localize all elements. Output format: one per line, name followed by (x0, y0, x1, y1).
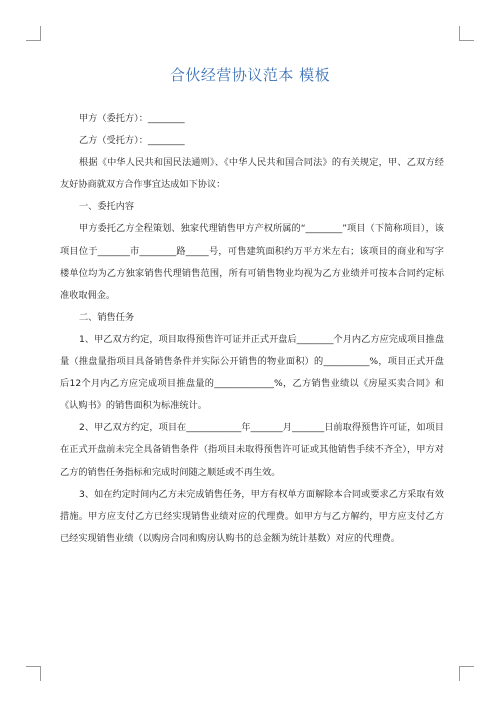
crop-mark-bottom-right (459, 666, 474, 681)
document-title: 合伙经营协议范本 模板 (169, 66, 331, 84)
section-2-paragraph-1: 1、甲乙双方约定，项目取得预售许可证并正式开盘后________个月内乙方应完成项目推盘量（推盘量指项目具备销售条件并实际公开销售的物业面积）的__________%，项目正式开盘后12个月内乙方应完成项目推盘量的_____________%，乙方销售业绩以《房屋买卖合同》和《认购书》的销售面积为标准统计。 (60, 333, 444, 412)
section-1-paragraph: 甲方委托乙方全程策划、独家代理销售甲方产权所属的“________”项目（下简称项目），该项目位于_______市________路_____号，可售建筑面积约万平方米左右；该项目的商业和写字楼单位均为乙方独家销售代理销售范围，所有可销售物业均视为乙方业绩并可按本合同约定标准收取佣金。 (60, 223, 444, 301)
intro-paragraph: 根据《中华人民共和国民法通则》、《中华人民共和国合同法》的有关规定，甲、乙双方经友好协商就双方合作事宜达成如下协议： (60, 157, 444, 191)
section-2-heading: 二、销售任务 (79, 311, 135, 323)
crop-mark-top-right (459, 26, 474, 41)
section-2-paragraph-3: 3、如在约定时间内乙方未完成销售任务，甲方有权单方面解除本合同或要求乙方采取有效措施。甲方应支付乙方已经实现销售业绩对应的代理费。如甲方与乙方解约，甲方应支付乙方已经实现销售业绩（以购房合同和购房认购书的总金额为统计基数）对应的代理费。 (60, 488, 444, 544)
section-2-paragraph-2: 2、甲乙双方约定，项目在____________年_______月_______日前取得预售许可证，如项目在正式开盘前未完全具备销售条件（指项目未取得预售许可证或其他销售手续不齐全），甲方对乙方的销售任务指标和完成时间随之顺延或不再生效。 (60, 422, 444, 478)
document-body (60, 108, 444, 550)
crop-mark-top-left (26, 26, 41, 41)
party-a-line: 甲方（委托方）：________ (79, 113, 185, 124)
crop-mark-bottom-left (26, 666, 41, 681)
section-1-heading: 一、委托内容 (79, 201, 135, 213)
party-b-line: 乙方（受托方）：________ (79, 135, 185, 147)
